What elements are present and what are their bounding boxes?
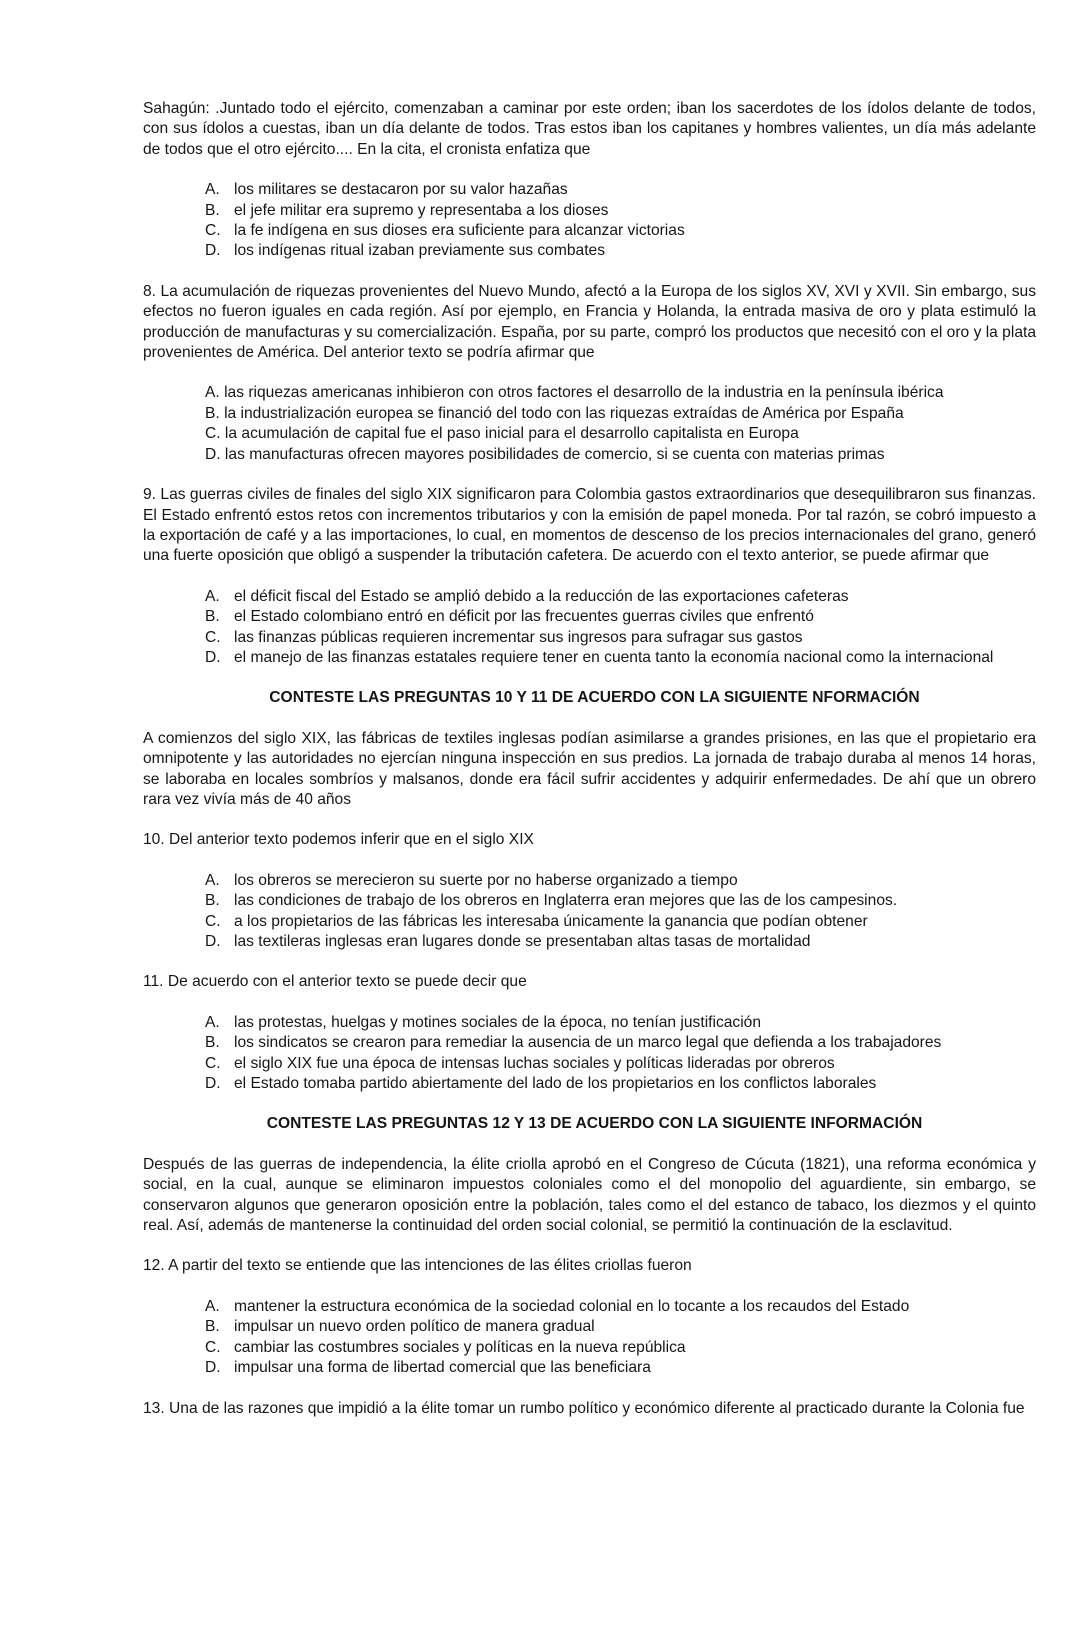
question-10-option-a: A. los obreros se merecieron su suerte por no haberse organizado a tiempo — [205, 871, 738, 889]
question-11-options — [143, 1013, 1036, 1095]
question-7-option-c: C. la fe indígena en sus dioses era suficiente para alcanzar victorias — [205, 222, 685, 240]
question-12-stem: 12. A partir del texto se entiende que las intenciones de las élites criollas fueron — [143, 1257, 692, 1275]
passage-10-11: A comienzos del siglo XIX, las fábricas de textiles inglesas podían asimilarse a grandes prisiones, en las que el propietario era omnipotente y las autoridades no ejercían ninguna inspección en sus predios. La jornada de trabajo duraba al menos 14 horas, se laboraba en locales sombríos y malsanos, donde era fácil sufrir accidentes y adquirir enfermedades. De ahí que un obrero rara vez vivía más de 40 años — [143, 729, 1036, 808]
question-8-option-b: B. la industrialización europea se financió del todo con las riquezas extraídas de América por España — [205, 404, 904, 422]
question-9-options — [143, 587, 1036, 669]
question-13-stem: 13. Una de las razones que impidió a la élite tomar un rumbo político y económico diferente al practicado durante la Colonia fue — [143, 1399, 1025, 1417]
question-12-option-b: B. impulsar un nuevo orden político de manera gradual — [205, 1318, 595, 1336]
question-11-option-a: A. las protestas, huelgas y motines sociales de la época, no tenían justificación — [205, 1013, 762, 1031]
question-8-option-c: C. la acumulación de capital fue el paso inicial para el desarrollo capitalista en Europa — [205, 425, 799, 443]
question-9-stem: 9. Las guerras civiles de finales del siglo XIX significaron para Colombia gastos extraordinarios que desequilibraron sus finanzas. El Estado enfrentó estos retos con incrementos tributarios y con la emisión de papel moneda. Por tal razón, se cobró impuesto a la exportación de café y a las importaciones, lo cual, en momentos de descenso de los precios internacionales del grano, generó una fuerte oposición que obligó a suspender la tributación cafetera. De acuerdo con el texto anterior, se puede afirmar que — [143, 486, 1036, 565]
question-10-option-b: B. las condiciones de trabajo de los obreros en Inglaterra eran mejores que las de los campesinos. — [205, 892, 898, 910]
question-12-option-a: A. mantener la estructura económica de la sociedad colonial en lo tocante a los recaudos del Estado — [205, 1297, 910, 1315]
question-10-option-c: C. a los propietarios de las fábricas les interesaba únicamente la ganancia que podían obtener — [205, 912, 868, 930]
question-8-option-a: A. las riquezas americanas inhibieron con otros factores el desarrollo de la industria en la península ibérica — [205, 384, 944, 402]
question-10-option-d: D. las textileras inglesas eran lugares donde se presentaban altas tasas de mortalidad — [205, 933, 811, 950]
question-9-option-a: A. el déficit fiscal del Estado se amplió debido a la reducción de las exportaciones cafeteras — [205, 587, 849, 605]
question-7-options — [143, 180, 1036, 262]
question-11-option-d: D. el Estado tomaba partido abiertamente del lado de los propietarios en los conflictos laborales — [205, 1075, 877, 1093]
question-9-option-d: D. el manejo de las finanzas estatales requiere tener en cuenta tanto la economía nacional como la internacional — [205, 648, 994, 666]
question-7-option-b: B. el jefe militar era supremo y representaba a los dioses — [205, 201, 609, 219]
question-9-option-b: B. el Estado colombiano entró en déficit por las frecuentes guerras civiles que enfrentó — [205, 608, 814, 626]
question-8-options — [143, 383, 1036, 465]
question-7-stem: Sahagún: .Juntado todo el ejército, comenzaban a caminar por este orden; iban los sacerdotes de los ídolos delante de todos, con sus ídolos a cuestas, iban un día delante de todos. Tras estos iban los capitanes y hombres valientes, un día más adelante de todos que el otro ejército.... En la cita, el cronista enfatiza que — [143, 100, 1036, 158]
question-8-stem: 8. La acumulación de riquezas provenientes del Nuevo Mundo, afectó a la Europa de los siglos XV, XVI y XVII. Sin embargo, sus efectos no fueron iguales en cada región. Así por ejemplo, en Francia y Holanda, la entrada masiva de oro y plata estimuló la producción de manufacturas y su comercialización. España, por su parte, compró los productos que necesitó con el oro y la plata provenientes de América. Del anterior texto se podría afirmar que — [143, 282, 1036, 362]
question-8-option-d: D. las manufacturas ofrecen mayores posibilidades de comercio, si se cuenta con materias primas — [205, 445, 885, 463]
question-9-option-c: C. las finanzas públicas requieren incrementar sus ingresos para sufragar sus gastos — [205, 628, 803, 646]
question-12-options — [143, 1297, 1036, 1379]
question-11-option-b: B. los sindicatos se crearon para remediar la ausencia de un marco legal que defienda a los trabajadores — [205, 1034, 942, 1052]
question-12-option-c: C. cambiar las costumbres sociales y políticas en la nueva república — [205, 1338, 686, 1356]
section-heading-10-11: CONTESTE LAS PREGUNTAS 10 Y 11 DE ACUERDO CON LA SIGUIENTE NFORMACIÓN — [269, 689, 920, 707]
question-7-option-d: D. los indígenas ritual izaban previamente sus combates — [205, 242, 605, 260]
question-11-option-c: C. el siglo XIX fue una época de intensas luchas sociales y políticas lideradas por obreros — [205, 1054, 835, 1072]
question-10-options — [143, 871, 1036, 953]
section-heading-12-13: CONTESTE LAS PREGUNTAS 12 Y 13 DE ACUERDO CON LA SIGUIENTE INFORMACIÓN — [266, 1115, 923, 1133]
question-7-option-a: A. los militares se destacaron por su valor hazañas — [205, 181, 568, 199]
question-10-stem: 10. Del anterior texto podemos inferir que en el siglo XIX — [143, 831, 534, 849]
passage-12-13: Después de las guerras de independencia, la élite criolla aprobó en el Congreso de Cúcuta (1821), una reforma económica y social, en la cual, aunque se eliminaron impuestos coloniales como el del monopolio del aguardiente, sin embargo, se conservaron algunos que generaron oposición entre la población, tales como el del estanco de tabaco, los diezmos y el quinto real. Así, además de mantenerse la continuidad del orden social colonial, se permitió la continuación de la esclavitud. — [143, 1155, 1036, 1235]
question-11-stem: 11. De acuerdo con el anterior texto se puede decir que — [143, 973, 527, 991]
question-12-option-d: D. impulsar una forma de libertad comercial que las beneficiara — [205, 1359, 651, 1377]
